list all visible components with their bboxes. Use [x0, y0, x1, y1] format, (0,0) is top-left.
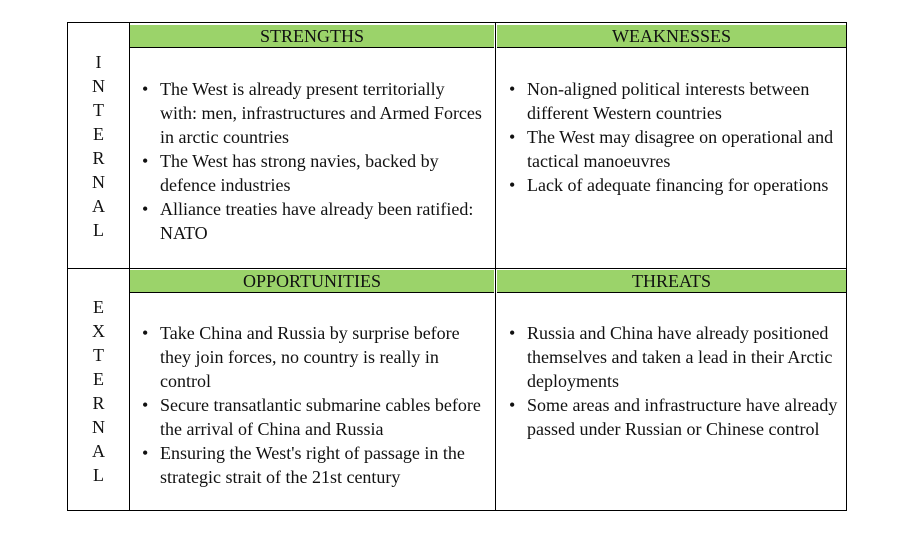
external-letter: T — [93, 344, 104, 365]
internal-letter: T — [93, 99, 104, 120]
internal-label — [68, 23, 129, 268]
external-letter: R — [92, 392, 105, 413]
internal-letter: N — [92, 75, 105, 96]
list-item: • The West may disagree on operational and tactical manoeuvres — [501, 125, 841, 173]
internal-letter: A — [92, 195, 105, 216]
row-label-divider — [129, 23, 130, 510]
opportunities-cell — [134, 321, 486, 489]
strengths-header: STRENGTHS — [130, 25, 494, 48]
list-item: • Lack of adequate financing for operations — [501, 173, 841, 197]
internal-letter: E — [93, 123, 104, 144]
opportunities-list — [134, 321, 486, 489]
list-item: • Some areas and infrastructure have already passed under Russian or Chinese control — [501, 393, 841, 441]
external-letter: X — [92, 320, 105, 341]
opportunities-header: OPPORTUNITIES — [130, 270, 494, 293]
list-item: • Alliance treaties have already been ratified: NATO — [134, 197, 486, 245]
swot-table — [67, 22, 847, 511]
external-letter: E — [93, 296, 104, 317]
list-item: • The West is already present territorially with: men, infrastructures and Armed Forces in arctic countries — [134, 77, 486, 149]
internal-letter: I — [95, 51, 102, 72]
weaknesses-header: WEAKNESSES — [497, 25, 846, 48]
list-item: • Non-aligned political interests between different Western countries — [501, 77, 841, 125]
internal-letter: R — [92, 147, 105, 168]
list-item: • Ensuring the West's right of passage in the strategic strait of the 21st century — [134, 441, 486, 489]
threats-cell — [501, 321, 841, 441]
internal-letter: N — [92, 171, 105, 192]
row-divider — [68, 268, 846, 269]
external-letter: A — [92, 440, 105, 461]
list-item: • Secure transatlantic submarine cables before the arrival of China and Russia — [134, 393, 486, 441]
external-label — [68, 269, 129, 512]
column-divider — [495, 23, 496, 510]
list-item: • Take China and Russia by surprise before they join forces, no country is really in control — [134, 321, 486, 393]
external-letter: E — [93, 368, 104, 389]
strengths-list — [134, 77, 486, 245]
list-item: • Russia and China have already positioned themselves and taken a lead in their Arctic deployments — [501, 321, 841, 393]
list-item: • The West has strong navies, backed by defence industries — [134, 149, 486, 197]
threats-header: THREATS — [497, 270, 846, 293]
weaknesses-list — [501, 77, 841, 197]
weaknesses-cell — [501, 77, 841, 197]
internal-letter: L — [93, 219, 104, 240]
strengths-cell — [134, 77, 486, 245]
external-letter: L — [93, 464, 104, 485]
external-letter: N — [92, 416, 105, 437]
threats-list — [501, 321, 841, 441]
